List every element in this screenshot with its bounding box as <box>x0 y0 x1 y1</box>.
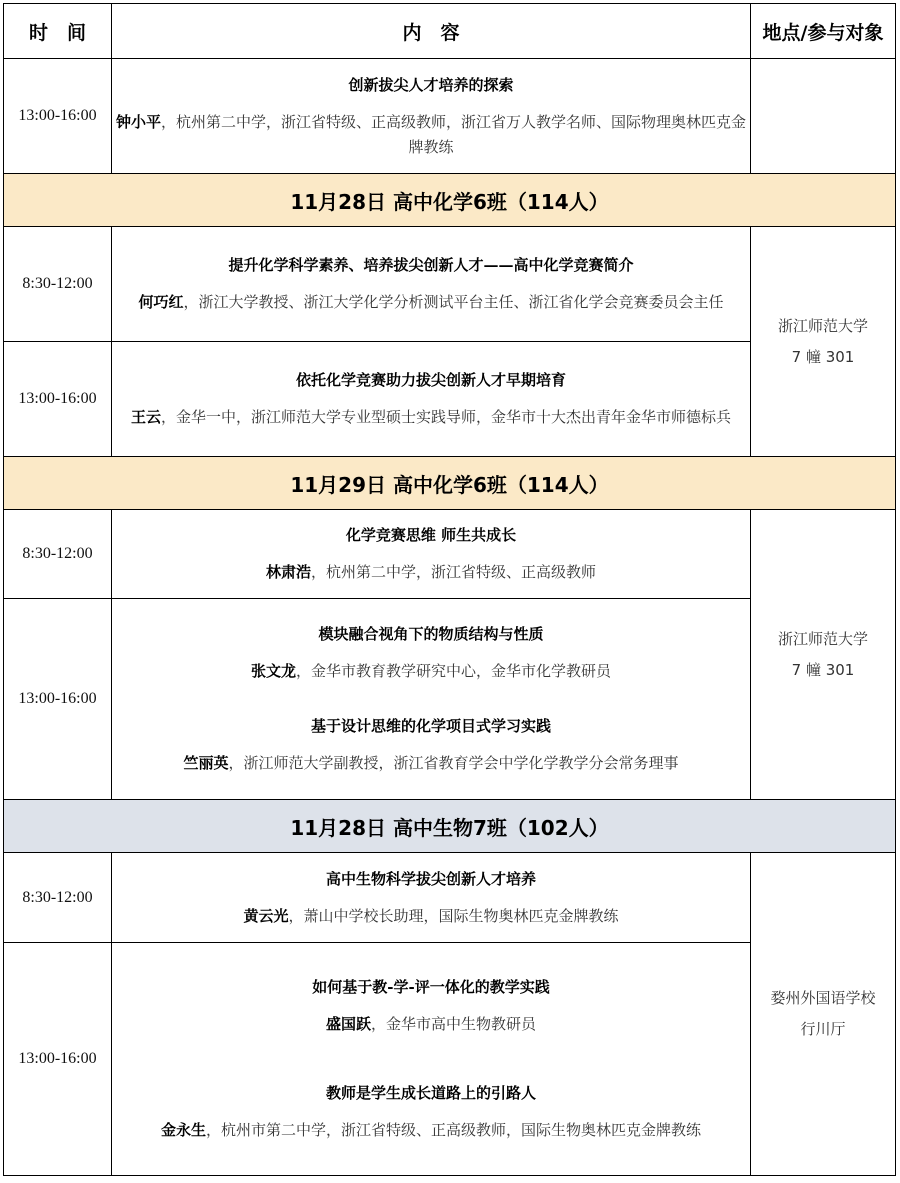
session-title: 依托化学竞赛助力拔尖创新人才早期培育 <box>295 371 566 389</box>
session-title: 创新拔尖人才培养的探索 <box>348 75 514 94</box>
speaker-desc: ，金华市教育教学研究中心，金华市化学教研员 <box>296 662 612 680</box>
session-content <box>112 510 751 599</box>
session-content <box>112 599 751 800</box>
speaker-name: 林肃浩 <box>265 563 311 581</box>
speaker-info <box>112 405 750 430</box>
session-time: 13:00-16:00 <box>4 342 112 457</box>
speaker-desc: ，浙江大学教授、浙江大学化学分析测试平台主任、浙江省化学会竞赛委员会主任 <box>183 293 724 311</box>
section-title: 11月28日 高中生物7班（102人） <box>4 800 896 853</box>
table-row <box>4 227 896 342</box>
session-location <box>751 510 896 800</box>
speaker-info <box>112 110 750 160</box>
header-location: 地点/参与对象 <box>751 4 896 59</box>
table-header-row <box>4 4 896 59</box>
location-room: 7 幢 301 <box>791 660 855 679</box>
session-time: 13:00-16:00 <box>4 943 112 1176</box>
speaker-desc: ，萧山中学校长助理，国际生物奥林匹克金牌教练 <box>288 906 619 925</box>
speaker-desc: ，杭州第二中学，浙江省特级、正高级教师 <box>311 563 597 581</box>
section-row <box>4 174 896 227</box>
table-row <box>4 510 896 599</box>
session-content <box>112 943 751 1176</box>
location-name: 浙江师范大学 <box>777 316 868 335</box>
session-title: 基于设计思维的化学项目式学习实践 <box>310 717 551 735</box>
location-room: 7 幢 301 <box>791 347 855 366</box>
speaker-name: 钟小平 <box>115 112 161 131</box>
speaker-name: 竺丽英 <box>183 754 229 772</box>
session-time: 8:30-12:00 <box>4 227 112 342</box>
session-content <box>112 342 751 457</box>
speaker-desc: ，浙江师范大学副教授，浙江省教育学会中学化学教学分会常务理事 <box>228 754 679 772</box>
session-location <box>751 853 896 1176</box>
speaker-desc: ，金华一中，浙江师范大学专业型硕士实践导师，金华市十大杰出青年金华市师德标兵 <box>161 408 732 426</box>
header-time: 时 间 <box>4 4 112 59</box>
speaker-desc: ，金华市高中生物教研员 <box>371 1015 537 1033</box>
speaker-desc: ，杭州市第二中学，浙江省特级、正高级教师，国际生物奥林匹克金牌教练 <box>206 1121 702 1139</box>
session-title: 教师是学生成长道路上的引路人 <box>325 1084 536 1102</box>
speaker-info <box>112 904 750 929</box>
speaker-info <box>112 290 750 315</box>
session-content <box>112 853 751 943</box>
speaker-name: 盛国跃 <box>325 1015 371 1033</box>
session-location <box>751 227 896 457</box>
session-content <box>112 227 751 342</box>
session-content <box>112 59 751 174</box>
location-name: 浙江师范大学 <box>777 629 868 648</box>
speaker-info <box>112 1118 750 1143</box>
session-time: 8:30-12:00 <box>4 510 112 599</box>
section-title: 11月29日 高中化学6班（114人） <box>4 457 896 510</box>
speaker-name: 金永生 <box>160 1121 206 1139</box>
speaker-info <box>112 751 750 776</box>
session-location <box>751 59 896 174</box>
section-title: 11月28日 高中化学6班（114人） <box>4 174 896 227</box>
speaker-desc: ，杭州第二中学，浙江省特级、正高级教师，浙江省万人教学名师、国际物理奥林匹克金牌教练 <box>161 112 747 156</box>
section-row <box>4 457 896 510</box>
location-room: 行川厅 <box>800 1020 846 1038</box>
speaker-info <box>112 560 750 585</box>
session-time: 13:00-16:00 <box>4 599 112 800</box>
session-time: 8:30-12:00 <box>4 853 112 943</box>
speaker-name: 张文龙 <box>250 662 296 680</box>
speaker-name: 何巧红 <box>138 293 184 311</box>
session-title: 高中生物科学拔尖创新人才培养 <box>325 869 536 888</box>
schedule-table <box>3 3 896 1176</box>
speaker-info <box>112 1012 750 1037</box>
speaker-name: 王云 <box>130 408 161 426</box>
session-title: 提升化学科学素养、培养拔尖创新人才——高中化学竞赛简介 <box>228 256 634 274</box>
session-time: 13:00-16:00 <box>4 59 112 174</box>
speaker-name: 黄云光 <box>243 906 289 925</box>
header-content: 内 容 <box>112 4 751 59</box>
session-title: 如何基于教-学-评一体化的教学实践 <box>312 978 550 996</box>
speaker-info <box>112 659 750 684</box>
section-row <box>4 800 896 853</box>
session-title: 模块融合视角下的物质结构与性质 <box>318 625 544 643</box>
session-title: 化学竞赛思维 师生共成长 <box>345 526 517 544</box>
table-row <box>4 853 896 943</box>
table-row <box>4 59 896 174</box>
location-name: 婺州外国语学校 <box>770 989 876 1007</box>
